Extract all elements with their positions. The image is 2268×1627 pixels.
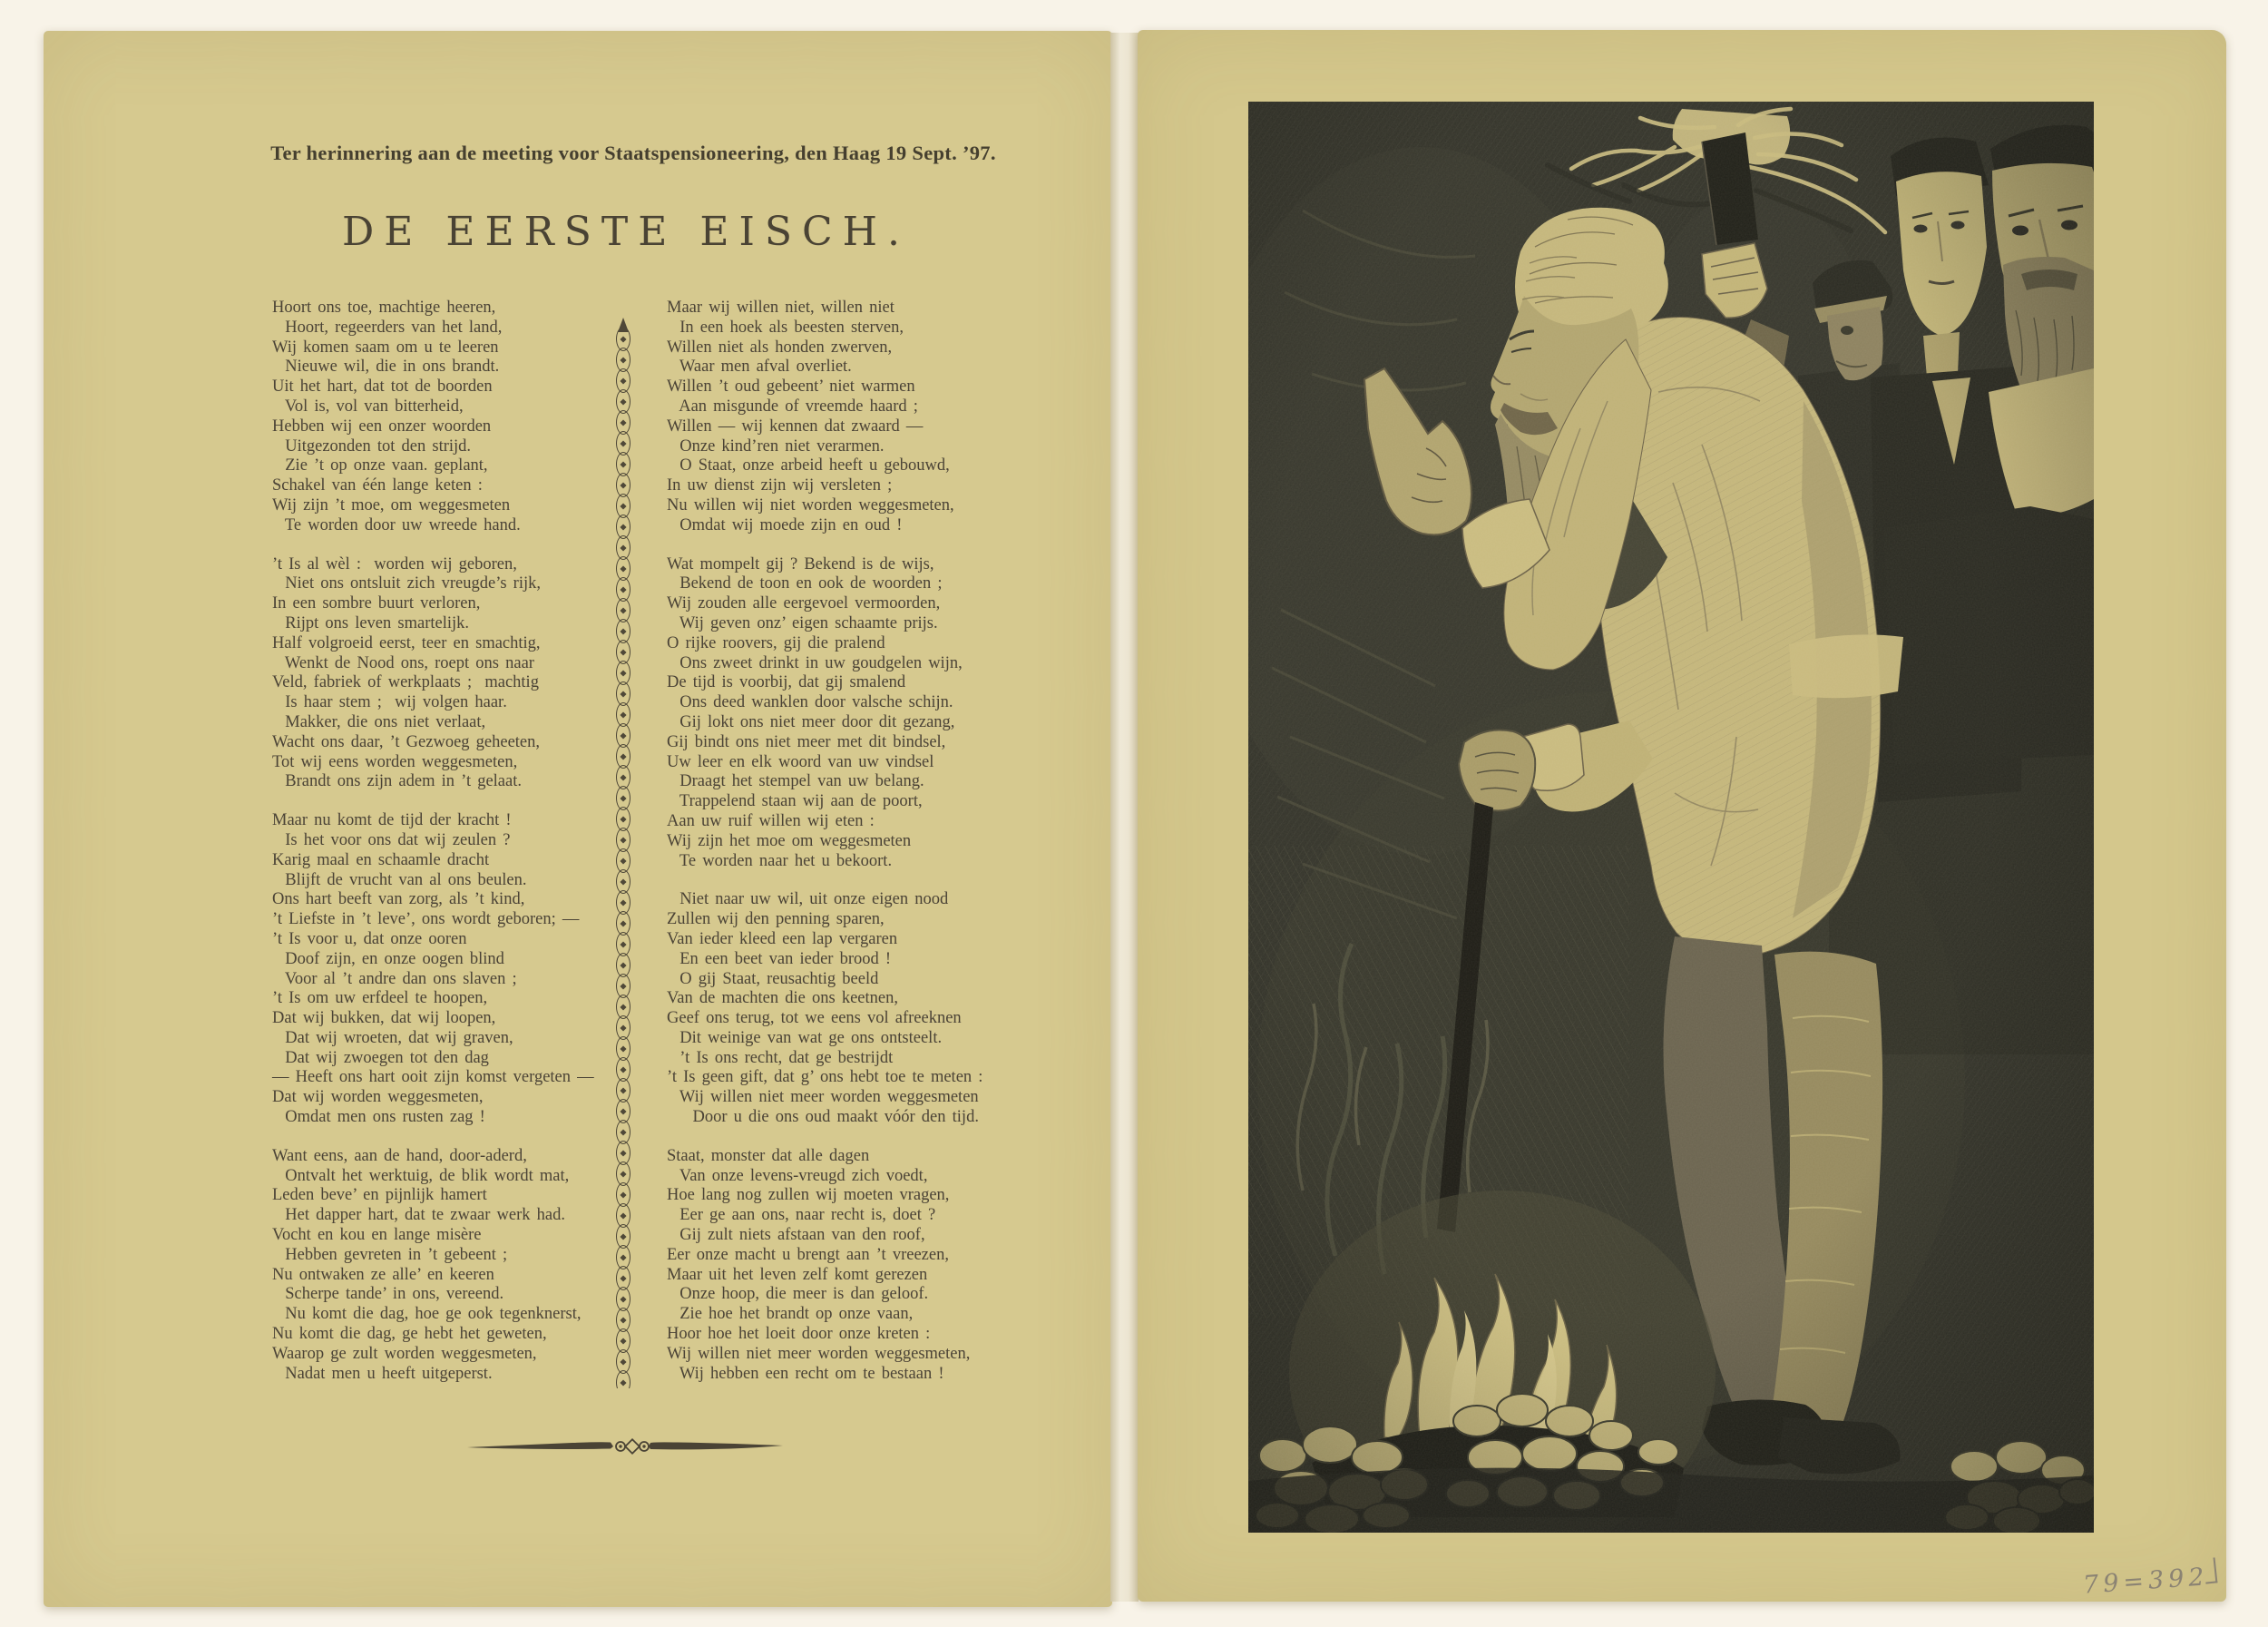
poem-line: In een hoek als beesten sterven, (667, 318, 904, 337)
poem-line: Doof zijn, en onze oogen blind (272, 949, 504, 968)
chain-link-ornament (616, 1370, 631, 1388)
poem-line: Hoort ons toe, machtige heeren, (272, 299, 496, 317)
poem-line: Zie ’t op onze vaan. geplant, (272, 456, 488, 475)
poem-line: Waar men afval overliet. (667, 358, 852, 377)
poem-line: Wij zijn het moe om weggesmeten (667, 831, 912, 850)
poem-line: Nu ontwaken ze alle’ en keeren (272, 1265, 494, 1284)
poem-stanza (272, 299, 621, 536)
poem-line: Nu komt die dag, ge hebt het geweten, (272, 1325, 547, 1344)
poem-line: Nieuwe wil, die in ons brandt. (272, 358, 500, 377)
poem-line: Hebben gevreten in ’t gebeent ; (272, 1245, 508, 1264)
poem-line: Wat mompelt gij ? Bekend is de wijs, (667, 554, 934, 573)
poem-line: Van de machten die ons keetnen, (667, 989, 898, 1008)
poem-line: Gij zult niets afstaan van den roof, (667, 1226, 925, 1245)
poem-line: — Heeft ons hart ooit zijn komst vergeten — (272, 1068, 594, 1087)
poem-line: Uit het hart, dat tot de boorden (272, 377, 493, 397)
poem-line: Willen — wij kennen dat zwaard — (667, 417, 924, 436)
poem-line: Niet naar uw wil, uit onze eigen nood (667, 890, 949, 909)
poem-stanza (272, 811, 621, 1128)
poem-line: Nu willen wij niet worden weggesmeten, (667, 495, 954, 515)
poem-line: O rijke roovers, gij die pralend (667, 633, 885, 652)
poem-line: En een beet van ieder brood ! (667, 949, 892, 968)
page-title: DE EERSTE EISCH. (341, 209, 911, 255)
poem-line: Gij lokt ons niet meer door dit gezang, (667, 712, 955, 731)
poem-line: Onze kind’ren niet verarmen. (667, 436, 885, 456)
memorial-header: Ter herinnering aan de meeting voor Staatspensioneering, den Haag 19 Sept. ’97. (270, 142, 996, 164)
poem-line: Door u die ons oud maakt vóór den tijd. (667, 1108, 979, 1127)
poem-line: Te worden door uw wreede hand. (272, 515, 521, 534)
poem-line: Blijft de vrucht van al ons beulen. (272, 870, 527, 889)
poem-line: ’t Is voor u, dat onze ooren (272, 929, 467, 948)
poem-line: ’t Is om uw erfdeel te hoopen, (272, 989, 488, 1008)
poem-line: Ons zweet drinkt in uw goudgelen wijn, (667, 653, 963, 672)
poem-stanza (272, 555, 621, 793)
poem-line: Aan misgunde of vreemde haard ; (667, 397, 918, 416)
poem-line: Leden beve’ en pijnlijk hamert (272, 1186, 487, 1205)
poem-line: Van onze levens-vreugd zich voedt, (667, 1166, 928, 1185)
poem-line: Eer onze macht u brengt aan ’t vreezen, (667, 1245, 949, 1264)
poem-line: Wacht ons daar, ’t Gezwoeg geheeten, (272, 732, 541, 751)
poem-line: Vol is, vol van bitterheid, (272, 397, 464, 416)
poem-line: Maar nu komt de tijd der kracht ! (272, 811, 512, 830)
pencil-inventory-note: 79=392 (2082, 1563, 2210, 1600)
poem-stanza (667, 555, 1075, 872)
poem-line: Wij zouden alle eergevoel vermoorden, (667, 594, 941, 613)
poem-line: Dat wij bukken, dat wij loopen, (272, 1009, 496, 1028)
poem-stanza (667, 890, 1075, 1128)
poem-line: Rijpt ons leven smartelijk. (272, 613, 470, 632)
poem-line: Wij willen niet meer worden weggesmeten, (667, 1344, 971, 1363)
poem-line: Bekend de toon en ook de woorden ; (667, 574, 943, 593)
poem-line: Eer ge aan ons, naar recht is, doet ? (667, 1206, 936, 1225)
poem-line: Wenkt de Nood ons, roept ons naar (272, 653, 534, 672)
poem-line: De tijd is voorbij, dat gij smalend (667, 673, 906, 692)
lithograph-svg (1248, 102, 2094, 1533)
poem-line: Is haar stem ; wij volgen haar. (272, 693, 507, 712)
poem-line: Schakel van één lange keten : (272, 476, 483, 495)
poem-line: Van ieder kleed een lap vergaren (667, 929, 898, 948)
poem-line: Geef ons terug, tot we eens vol afreeknen (667, 1009, 962, 1028)
poem-line: Het dapper hart, dat te zwaar werk had. (272, 1206, 565, 1225)
poem-line: Te worden naar het u bekoort. (667, 851, 893, 870)
poem-line: Maar wij willen niet, willen niet (667, 299, 894, 317)
poem-line: Aan uw ruif willen wij eten : (667, 811, 875, 830)
poem-line: Omdat men ons rusten zag ! (272, 1108, 485, 1127)
poem-line: Vocht en kou en lange misère (272, 1226, 482, 1245)
poem-line: Is het voor ons dat wij zeulen ? (272, 830, 511, 849)
poem-line: In uw dienst zijn wij versleten ; (667, 476, 893, 495)
left-page (44, 31, 1112, 1607)
poem-column-right (667, 299, 1075, 1403)
poem-line: Dat wij worden weggesmeten, (272, 1088, 484, 1107)
poem-line: Ons hart beeft van zorg, als ’t kind, (272, 890, 525, 909)
poem-line: O Staat, onze arbeid heeft u gebouwd, (667, 456, 950, 475)
poem-line: Onze hoop, die meer is dan geloof. (667, 1285, 929, 1304)
poem-line: Wij komen saam om u te leeren (272, 338, 499, 357)
page-fold (1110, 33, 1139, 1602)
lithograph-illustration (1248, 102, 2094, 1533)
poem-line: Karig maal en schaamle dracht (272, 850, 490, 869)
litho-grain-overlay (1248, 102, 2094, 1533)
poem-line: Staat, monster dat alle dagen (667, 1146, 870, 1165)
poem-line: Wij geven onz’ eigen schaamte prijs. (667, 613, 938, 632)
poem-line: Voor al ’t andre dan ons slaven ; (272, 969, 517, 988)
poem-line: Hoor hoe het loeit door onze kreten : (667, 1325, 931, 1344)
poem-line: Half volgroeid eerst, teer en smachtig, (272, 633, 541, 652)
poem-line: ’t Liefste in ’t leve’, ons wordt geboren; — (272, 910, 580, 929)
poem-line: Brandt ons zijn adem in ’t gelaat. (272, 772, 522, 791)
poem-stanza (272, 1147, 621, 1385)
poem-line: Nu komt die dag, hoe ge ook tegenknerst, (272, 1305, 582, 1324)
poem-line: Makker, die ons niet verlaat, (272, 712, 486, 731)
poem-line: Ontvalt het werktuig, de blik wordt mat, (272, 1166, 570, 1185)
tapered-rule-ornament (465, 1436, 785, 1456)
poem-line: Niet ons ontsluit zich vreugde’s rijk, (272, 574, 541, 593)
poem-line: Trappelend staan wij aan de poort, (667, 792, 923, 811)
poem-line: Dit weinige van wat ge ons ontsteelt. (667, 1028, 943, 1047)
poem-line: Hebben wij een onzer woorden (272, 417, 492, 436)
poem-line: Zullen wij den penning sparen, (667, 910, 885, 929)
poem-line: Waarop ge zult worden weggesmeten, (272, 1344, 537, 1363)
poem-line: Uw leer en elk woord van uw vindsel (667, 752, 934, 771)
poem-stanza (667, 1147, 1075, 1385)
poem-line: Willen ’t oud gebeent’ niet warmen (667, 377, 915, 397)
right-page (1138, 30, 2226, 1602)
poem-line: Hoort, regeerders van het land, (272, 318, 503, 337)
poem-line: Maar uit het leven zelf komt gerezen (667, 1265, 928, 1284)
pencil-corner-mark (2204, 1557, 2218, 1583)
poem-line: Uitgezonden tot den strijd. (272, 436, 472, 456)
chain-ornament-divider (615, 318, 631, 1388)
poem-line: Dat wij wroeten, dat wij graven, (272, 1028, 513, 1047)
poem-line: Zie hoe het brandt op onze vaan, (667, 1305, 914, 1324)
poem-line: O gij Staat, reusachtig beeld (667, 969, 879, 988)
poem-line: Wij willen niet meer worden weggesmeten (667, 1088, 979, 1107)
poem-line: Want eens, aan de hand, door-aderd, (272, 1146, 527, 1165)
poem-line: Willen niet als honden zwerven, (667, 338, 893, 357)
poem-line: ’t Is al wèl : worden wij geboren, (272, 554, 517, 573)
poem-line: ’t Is ons recht, dat ge bestrijdt (667, 1048, 894, 1067)
poem-stanza (667, 299, 1075, 536)
poem-column-left (272, 299, 621, 1403)
poem-line: Veld, fabriek of werkplaats ; machtig (272, 673, 539, 692)
poem-line: Dat wij zwoegen tot den dag (272, 1048, 489, 1067)
poem-line: In een sombre buurt verloren, (272, 594, 481, 613)
poem-line: Tot wij eens worden weggesmeten, (272, 752, 518, 771)
poem-line: ’t Is geen gift, dat g’ ons hebt toe te meten : (667, 1068, 983, 1087)
poem-line: Nadat men u heeft uitgeperst. (272, 1364, 493, 1383)
poem-line: Gij bindt ons niet meer met dit bindsel, (667, 732, 946, 751)
poem-line: Wij hebben een recht om te bestaan ! (667, 1364, 944, 1383)
poem-line: Scherpe tande’ in ons, vereend. (272, 1285, 504, 1304)
poem-line: Draagt het stempel van uw belang. (667, 772, 924, 791)
poem-line: Wij zijn ’t moe, om weggesmeten (272, 495, 511, 515)
poem-line: Omdat wij moede zijn en oud ! (667, 515, 903, 534)
poem-line: Hoe lang nog zullen wij moeten vragen, (667, 1186, 950, 1205)
poem-line: Ons deed wanklen door valsche schijn. (667, 693, 953, 712)
